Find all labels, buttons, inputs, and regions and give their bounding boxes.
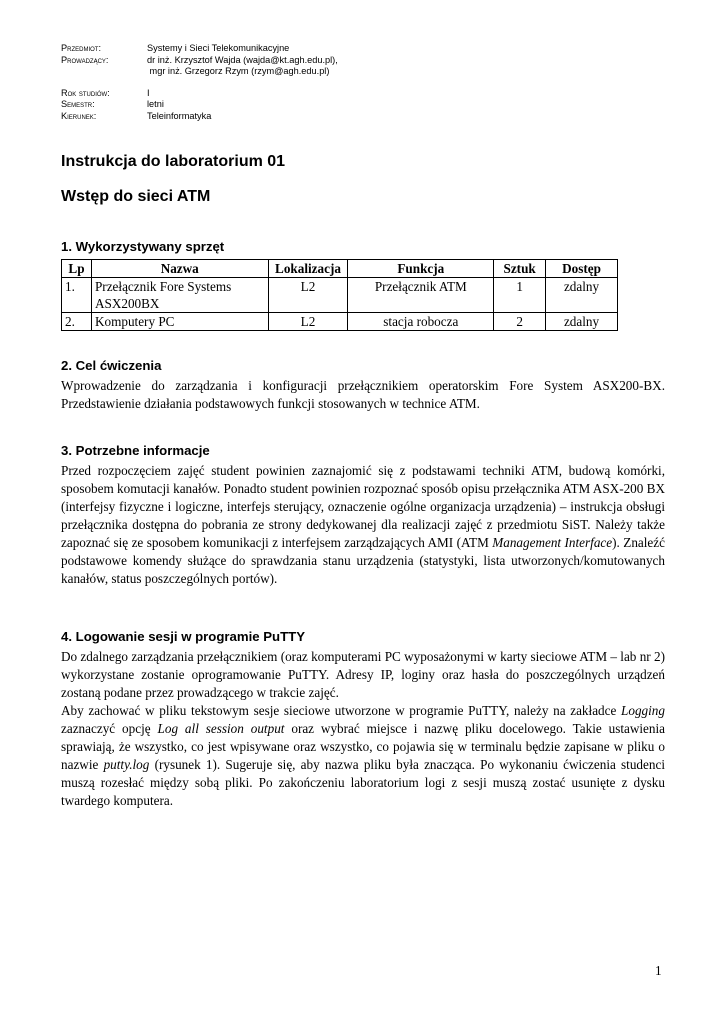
meta-key: Prowadzący:	[61, 54, 109, 65]
meta-key-empty	[61, 66, 147, 78]
cell-dostep: zdalny	[546, 278, 618, 313]
meta-spacer	[61, 78, 338, 88]
text-run-italic: putty.log	[103, 757, 150, 772]
column-header-dostep: Dostęp	[546, 260, 618, 278]
text-run: (rysunek 1). Sugeruje się, aby nazwa pliku była znacząca. Po wykonaniu ćwiczenia studenci muszą rozesłać między sobą pliki. Po zakończeniu laboratorium logi z sesji muszą zostać usunięte z dysku twardego komputera.	[61, 757, 665, 808]
section-1-heading: 1. Wykorzystywany sprzęt	[61, 239, 225, 254]
text-run: oraz wybrać miejsce i nazwę pliku docelowego. Takie ustawienia sprawiają, że wszystko, co jest wpisywane oraz wszystko, co pojawia się w terminalu będzie zapisane w pliku o nazwie	[61, 721, 666, 772]
column-header-funkcja: Funkcja	[348, 260, 494, 278]
table-row	[62, 278, 618, 313]
meta-key: Przedmiot:	[61, 43, 102, 53]
cell-lp: 1.	[62, 278, 92, 313]
text-run-italic: Management Interface	[492, 535, 613, 550]
meta-value: Teleinformatyka	[147, 110, 212, 121]
text-run-italic: Log all session output	[157, 721, 285, 736]
meta-row-semestr	[61, 99, 338, 111]
cell-lokalizacja: L2	[268, 278, 348, 313]
section-4-paragraph-1: Do zdalnego zarządzania przełącznikiem (oraz komputerami PC wyposażonymi w karty sieciowe ATM – lab nr 2) wykorzystane zostanie oprogramowanie PuTTY. Adresy IP, loginy oraz hasła do poszczególnych urządzeń zostaną podane przez prowadzącego w trakcie zajęć.	[61, 649, 665, 700]
column-header-nazwa: Nazwa	[91, 260, 268, 278]
column-header-lokalizacja: Lokalizacja	[268, 260, 348, 278]
page-number: 1	[655, 963, 662, 978]
section-3-text	[61, 462, 665, 588]
text-run: Przed rozpoczęciem zajęć student powinien zaznajomić się z podstawami techniki ATM, budową komórki, sposobem komutacji kanałów. Ponadto student powinien rozpoznać sposób opisu przełącznika ATM ASX-200 BX (interfejsy fizyczne i logiczne, interfejs sterujący, oznaczenie ogólne organizacja urządzenia) – instrukcja obsługi przełącznika dostępna do pobrania ze strony dedykowanej dla realizacji zajęć z przedmiotu SiST. Należy także zapoznać się ze sposobem komunikacji z interfejsem zarządzających AMI (ATM	[61, 463, 665, 550]
section-4-paragraph-2	[61, 702, 665, 810]
cell-funkcja: stacja robocza	[348, 313, 494, 331]
meta-key: Semestr:	[61, 99, 95, 109]
text-run: zaznaczyć opcję	[61, 721, 158, 736]
meta-row-kierunek	[61, 111, 338, 123]
table-row	[62, 313, 618, 331]
section-3-heading: 3. Potrzebne informacje	[61, 443, 210, 458]
text-run: Aby zachować w pliku tekstowym sesje sieciowe utworzone w programie PuTTY, należy na zakładce	[61, 703, 622, 718]
section-4-heading: 4. Logowanie sesji w programie PuTTY	[61, 629, 306, 644]
cell-lokalizacja: L2	[268, 313, 348, 331]
meta-row-prowadzacy	[61, 55, 338, 67]
cell-lp: 2.	[62, 313, 92, 331]
meta-value: letni	[147, 99, 164, 109]
meta-row-prowadzacy-2	[61, 66, 338, 78]
meta-key: Kierunek:	[61, 110, 97, 121]
meta-value: Systemy i Sieci Telekomunikacyjne	[147, 43, 290, 53]
meta-value: I	[147, 87, 150, 98]
meta-row-przedmiot	[61, 43, 338, 55]
cell-sztuk: 1	[494, 278, 546, 313]
cell-sztuk: 2	[494, 313, 546, 331]
cell-nazwa: Przełącznik Fore Systems ASX200BX	[91, 278, 268, 313]
cell-nazwa: Komputery PC	[91, 313, 268, 331]
text-run: ). Znaleźć podstawowe komendy służące do sprawdzania stanu urządzenia (statystyki, lista utworzonych/komutowanych kanałów, status poszczególnych portów).	[61, 535, 665, 586]
document-header-meta	[61, 43, 338, 122]
equipment-table	[61, 259, 618, 331]
text-run-italic: Logging	[621, 703, 665, 718]
meta-row-rok	[61, 88, 338, 100]
document-title: Instrukcja do laboratorium 01	[61, 153, 286, 170]
cell-funkcja: Przełącznik ATM	[348, 278, 494, 313]
meta-value: mgr inż. Grzegorz Rzym (rzym@agh.edu.pl)	[147, 66, 330, 76]
column-header-lp: Lp	[62, 260, 92, 278]
table-header-row	[62, 260, 618, 278]
column-header-sztuk: Sztuk	[494, 260, 546, 278]
cell-dostep: zdalny	[546, 313, 618, 331]
meta-value: dr inż. Krzysztof Wajda (wajda@kt.agh.edu.pl),	[147, 54, 338, 65]
section-2-text: Wprowadzenie do zarządzania i konfiguracji przełącznikiem operatorskim Fore System ASX200-BX. Przedstawienie działania podstawowych funkcji stosowanych w technice ATM.	[61, 378, 665, 411]
meta-key: Rok studiów:	[61, 87, 110, 98]
section-2-heading: 2. Cel ćwiczenia	[61, 358, 162, 373]
document-subtitle: Wstęp do sieci ATM	[61, 188, 211, 205]
